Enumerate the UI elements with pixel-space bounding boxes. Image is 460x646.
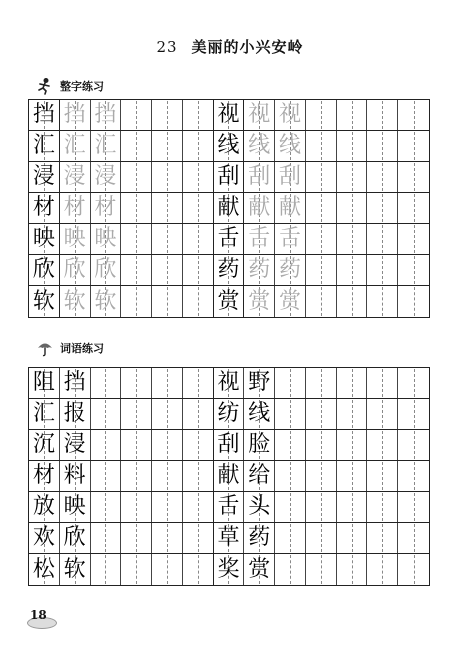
section-label: 整字练习 [60, 80, 104, 93]
grid-cell [306, 492, 337, 522]
practice-row [29, 461, 429, 492]
grid-character: 挡 [32, 102, 55, 127]
grid-character: 刮 [217, 164, 240, 189]
grid-character: 汇 [63, 133, 86, 158]
grid-cell [244, 286, 275, 317]
grid-cell [367, 430, 398, 460]
grid-character: 刮 [217, 432, 240, 457]
grid-cell [183, 523, 214, 553]
grid-cell [60, 461, 91, 491]
grid-cell [367, 162, 398, 192]
section-header-word-practice [36, 338, 104, 358]
grid-character: 赏 [248, 556, 271, 582]
grid-cell [398, 255, 429, 285]
grid-character: 献 [217, 195, 240, 220]
grid-cell [214, 131, 245, 161]
grid-cell [306, 399, 337, 429]
grid-cell [275, 430, 306, 460]
page-title [0, 36, 460, 57]
practice-row [29, 523, 429, 554]
grid-cell [60, 399, 91, 429]
grid-cell [306, 461, 337, 491]
grid-cell [29, 368, 60, 398]
grid-cell [244, 131, 275, 161]
grid-cell [29, 399, 60, 429]
grid-cell [275, 399, 306, 429]
grid-cell [183, 162, 214, 192]
grid-character: 舌 [217, 226, 240, 251]
grid-cell [91, 224, 122, 254]
grid-cell [275, 523, 306, 553]
grid-cell [91, 193, 122, 223]
grid-character: 奖 [217, 556, 240, 582]
grid-cell [121, 100, 152, 130]
grid-cell [183, 224, 214, 254]
grid-cell [121, 162, 152, 192]
grid-cell [367, 523, 398, 553]
grid-character: 赏 [248, 288, 271, 314]
grid-cell [91, 131, 122, 161]
grid-cell [29, 286, 60, 317]
grid-character: 材 [32, 195, 55, 220]
grid-cell [244, 368, 275, 398]
grid-cell [29, 100, 60, 130]
grid-character: 浸 [63, 164, 86, 189]
grid-cell [183, 461, 214, 491]
grid-cell [367, 100, 398, 130]
grid-character: 视 [217, 370, 240, 395]
grid-cell [183, 255, 214, 285]
grid-cell [398, 492, 429, 522]
grid-cell [29, 193, 60, 223]
grid-character: 报 [63, 401, 86, 426]
grid-cell [121, 399, 152, 429]
grid-character: 挡 [63, 102, 86, 127]
grid-cell [60, 100, 91, 130]
grid-cell [306, 224, 337, 254]
grid-cell [398, 100, 429, 130]
grid-cell [60, 286, 91, 317]
grid-character: 欣 [94, 257, 117, 282]
practice-row [29, 162, 429, 193]
grid-cell [152, 461, 183, 491]
grid-cell [214, 255, 245, 285]
grid-character: 纺 [217, 401, 240, 426]
grid-cell [244, 100, 275, 130]
grid-cell [214, 430, 245, 460]
grid-character: 映 [63, 226, 86, 251]
grid-cell [244, 461, 275, 491]
grid-cell [183, 131, 214, 161]
grid-cell [337, 523, 368, 553]
grid-cell [337, 100, 368, 130]
grid-character: 献 [248, 195, 271, 220]
grid-cell [60, 131, 91, 161]
grid-cell [152, 224, 183, 254]
lesson-number: 23 [156, 38, 178, 56]
grid-character: 舌 [217, 494, 240, 519]
grid-cell [398, 430, 429, 460]
grid-character: 视 [279, 102, 302, 127]
grid-cell [29, 224, 60, 254]
practice-row [29, 131, 429, 162]
grid-cell [214, 523, 245, 553]
grid-character: 映 [32, 226, 55, 251]
grid-cell [337, 193, 368, 223]
grid-cell [121, 286, 152, 317]
grid-cell [275, 255, 306, 285]
grid-cell [29, 162, 60, 192]
grid-character: 草 [217, 525, 240, 550]
practice-row [29, 368, 429, 399]
grid-character: 挡 [63, 370, 86, 395]
grid-cell [306, 368, 337, 398]
grid-character: 献 [217, 463, 240, 488]
grid-cell [183, 100, 214, 130]
grid-cell [152, 554, 183, 585]
page-number: 18 [30, 608, 47, 622]
practice-row [29, 224, 429, 255]
grid-cell [306, 193, 337, 223]
grid-cell [91, 523, 122, 553]
grid-character: 头 [248, 494, 271, 519]
grid-character: 舌 [248, 226, 271, 251]
grid-cell [306, 100, 337, 130]
grid-cell [91, 162, 122, 192]
grid-cell [121, 131, 152, 161]
grid-cell [183, 554, 214, 585]
grid-cell [214, 368, 245, 398]
grid-cell [367, 461, 398, 491]
grid-character: 线 [248, 133, 271, 158]
grid-cell [91, 430, 122, 460]
grid-cell [398, 224, 429, 254]
grid-cell [275, 162, 306, 192]
grid-cell [214, 193, 245, 223]
grid-character: 线 [217, 133, 240, 158]
grid-cell [152, 399, 183, 429]
grid-cell [214, 162, 245, 192]
grid-cell [60, 193, 91, 223]
grid-character: 汇 [94, 133, 117, 158]
word-practice-grid [28, 367, 430, 586]
grid-cell [214, 399, 245, 429]
grid-cell [367, 492, 398, 522]
grid-cell [214, 492, 245, 522]
umbrella-icon [36, 339, 54, 357]
grid-character: 献 [279, 195, 302, 220]
practice-row [29, 255, 429, 286]
grid-character: 视 [217, 102, 240, 127]
grid-character: 料 [63, 463, 86, 488]
grid-cell [214, 461, 245, 491]
grid-cell [306, 255, 337, 285]
grid-cell [60, 224, 91, 254]
grid-cell [337, 430, 368, 460]
grid-cell [91, 255, 122, 285]
grid-cell [214, 554, 245, 585]
grid-character: 线 [279, 133, 302, 158]
grid-cell [214, 100, 245, 130]
grid-cell [244, 162, 275, 192]
practice-row [29, 286, 429, 317]
grid-cell [29, 430, 60, 460]
grid-cell [183, 492, 214, 522]
grid-character: 刮 [279, 164, 302, 189]
grid-cell [29, 461, 60, 491]
practice-row [29, 430, 429, 461]
grid-cell [337, 492, 368, 522]
grid-character: 浸 [32, 164, 55, 189]
char-practice-grid [28, 99, 430, 318]
grid-cell [183, 193, 214, 223]
grid-character: 药 [248, 257, 271, 282]
grid-character: 映 [94, 226, 117, 251]
grid-character: 药 [248, 525, 271, 550]
grid-cell [183, 399, 214, 429]
grid-cell [60, 523, 91, 553]
grid-cell [91, 286, 122, 317]
grid-character: 沉 [32, 432, 55, 457]
grid-cell [398, 131, 429, 161]
grid-character: 映 [63, 494, 86, 519]
grid-cell [244, 224, 275, 254]
grid-character: 野 [248, 370, 271, 395]
grid-cell [244, 492, 275, 522]
grid-cell [367, 399, 398, 429]
grid-cell [121, 492, 152, 522]
section-header-char-practice [36, 76, 104, 96]
grid-cell [29, 131, 60, 161]
grid-character: 药 [279, 257, 302, 282]
grid-cell [183, 286, 214, 317]
grid-character: 赏 [217, 288, 240, 314]
grid-cell [244, 255, 275, 285]
grid-character: 线 [248, 401, 271, 426]
grid-cell [275, 193, 306, 223]
grid-character: 舌 [279, 226, 302, 251]
grid-character: 软 [32, 288, 55, 314]
grid-cell [152, 193, 183, 223]
grid-character: 放 [32, 494, 55, 519]
grid-cell [398, 368, 429, 398]
grid-cell [398, 286, 429, 317]
grid-cell [60, 492, 91, 522]
grid-cell [275, 368, 306, 398]
grid-cell [398, 554, 429, 585]
grid-cell [337, 255, 368, 285]
practice-row [29, 554, 429, 585]
practice-row [29, 399, 429, 430]
grid-character: 欣 [63, 257, 86, 282]
practice-row [29, 100, 429, 131]
grid-cell [367, 224, 398, 254]
grid-cell [337, 368, 368, 398]
grid-cell [60, 554, 91, 585]
grid-cell [60, 368, 91, 398]
grid-character: 脸 [248, 432, 271, 457]
grid-character: 刮 [248, 164, 271, 189]
grid-cell [398, 523, 429, 553]
grid-cell [398, 193, 429, 223]
grid-cell [244, 430, 275, 460]
grid-cell [121, 430, 152, 460]
grid-cell [152, 368, 183, 398]
grid-cell [337, 554, 368, 585]
grid-cell [306, 131, 337, 161]
practice-row [29, 492, 429, 523]
grid-cell [306, 286, 337, 317]
grid-character: 软 [94, 288, 117, 314]
grid-character: 材 [63, 195, 86, 220]
grid-cell [275, 224, 306, 254]
grid-cell [244, 554, 275, 585]
grid-cell [152, 523, 183, 553]
practice-row [29, 193, 429, 224]
grid-cell [275, 492, 306, 522]
grid-character: 材 [94, 195, 117, 220]
grid-cell [91, 461, 122, 491]
grid-cell [121, 193, 152, 223]
grid-cell [29, 255, 60, 285]
grid-cell [306, 162, 337, 192]
grid-cell [306, 554, 337, 585]
grid-cell [337, 461, 368, 491]
grid-cell [121, 368, 152, 398]
grid-cell [91, 100, 122, 130]
grid-character: 视 [248, 102, 271, 127]
grid-cell [244, 523, 275, 553]
grid-cell [121, 554, 152, 585]
grid-character: 阻 [32, 370, 55, 395]
grid-character: 浸 [63, 432, 86, 457]
grid-cell [275, 461, 306, 491]
section-label: 词语练习 [60, 342, 104, 355]
grid-cell [398, 162, 429, 192]
grid-cell [91, 554, 122, 585]
grid-character: 汇 [32, 133, 55, 158]
grid-cell [398, 399, 429, 429]
grid-cell [183, 368, 214, 398]
grid-cell [244, 399, 275, 429]
grid-cell [60, 255, 91, 285]
grid-cell [275, 131, 306, 161]
grid-cell [152, 255, 183, 285]
grid-cell [337, 224, 368, 254]
grid-cell [337, 131, 368, 161]
grid-cell [121, 461, 152, 491]
grid-character: 材 [32, 463, 55, 488]
grid-character: 软 [63, 556, 86, 582]
grid-character: 给 [248, 463, 271, 488]
grid-cell [60, 162, 91, 192]
grid-character: 欣 [32, 257, 55, 282]
grid-cell [214, 286, 245, 317]
grid-cell [244, 193, 275, 223]
grid-cell [29, 492, 60, 522]
grid-character: 汇 [32, 401, 55, 426]
grid-cell [275, 554, 306, 585]
grid-cell [214, 224, 245, 254]
grid-cell [367, 554, 398, 585]
grid-cell [367, 193, 398, 223]
grid-cell [91, 399, 122, 429]
grid-cell [152, 430, 183, 460]
lesson-title: 美丽的小兴安岭 [191, 38, 304, 56]
grid-cell [275, 100, 306, 130]
grid-character: 赏 [279, 288, 302, 314]
grid-cell [29, 554, 60, 585]
grid-cell [121, 255, 152, 285]
grid-cell [91, 492, 122, 522]
grid-cell [183, 430, 214, 460]
grid-character: 欣 [63, 525, 86, 550]
grid-character: 欢 [32, 525, 55, 550]
grid-cell [367, 255, 398, 285]
grid-character: 药 [217, 257, 240, 282]
grid-cell [121, 224, 152, 254]
grid-cell [152, 286, 183, 317]
grid-cell [152, 100, 183, 130]
grid-cell [398, 461, 429, 491]
grid-cell [152, 131, 183, 161]
grid-cell [91, 368, 122, 398]
grid-cell [367, 286, 398, 317]
grid-cell [152, 162, 183, 192]
grid-cell [337, 399, 368, 429]
grid-cell [337, 286, 368, 317]
grid-character: 浸 [94, 164, 117, 189]
grid-character: 软 [63, 288, 86, 314]
grid-cell [306, 430, 337, 460]
grid-cell [306, 523, 337, 553]
grid-cell [60, 430, 91, 460]
grid-cell [121, 523, 152, 553]
grid-cell [29, 523, 60, 553]
running-person-icon [36, 77, 54, 95]
grid-cell [152, 492, 183, 522]
grid-character: 松 [32, 556, 55, 582]
grid-cell [367, 131, 398, 161]
grid-cell [367, 368, 398, 398]
grid-character: 挡 [94, 102, 117, 127]
grid-cell [275, 286, 306, 317]
grid-cell [337, 162, 368, 192]
